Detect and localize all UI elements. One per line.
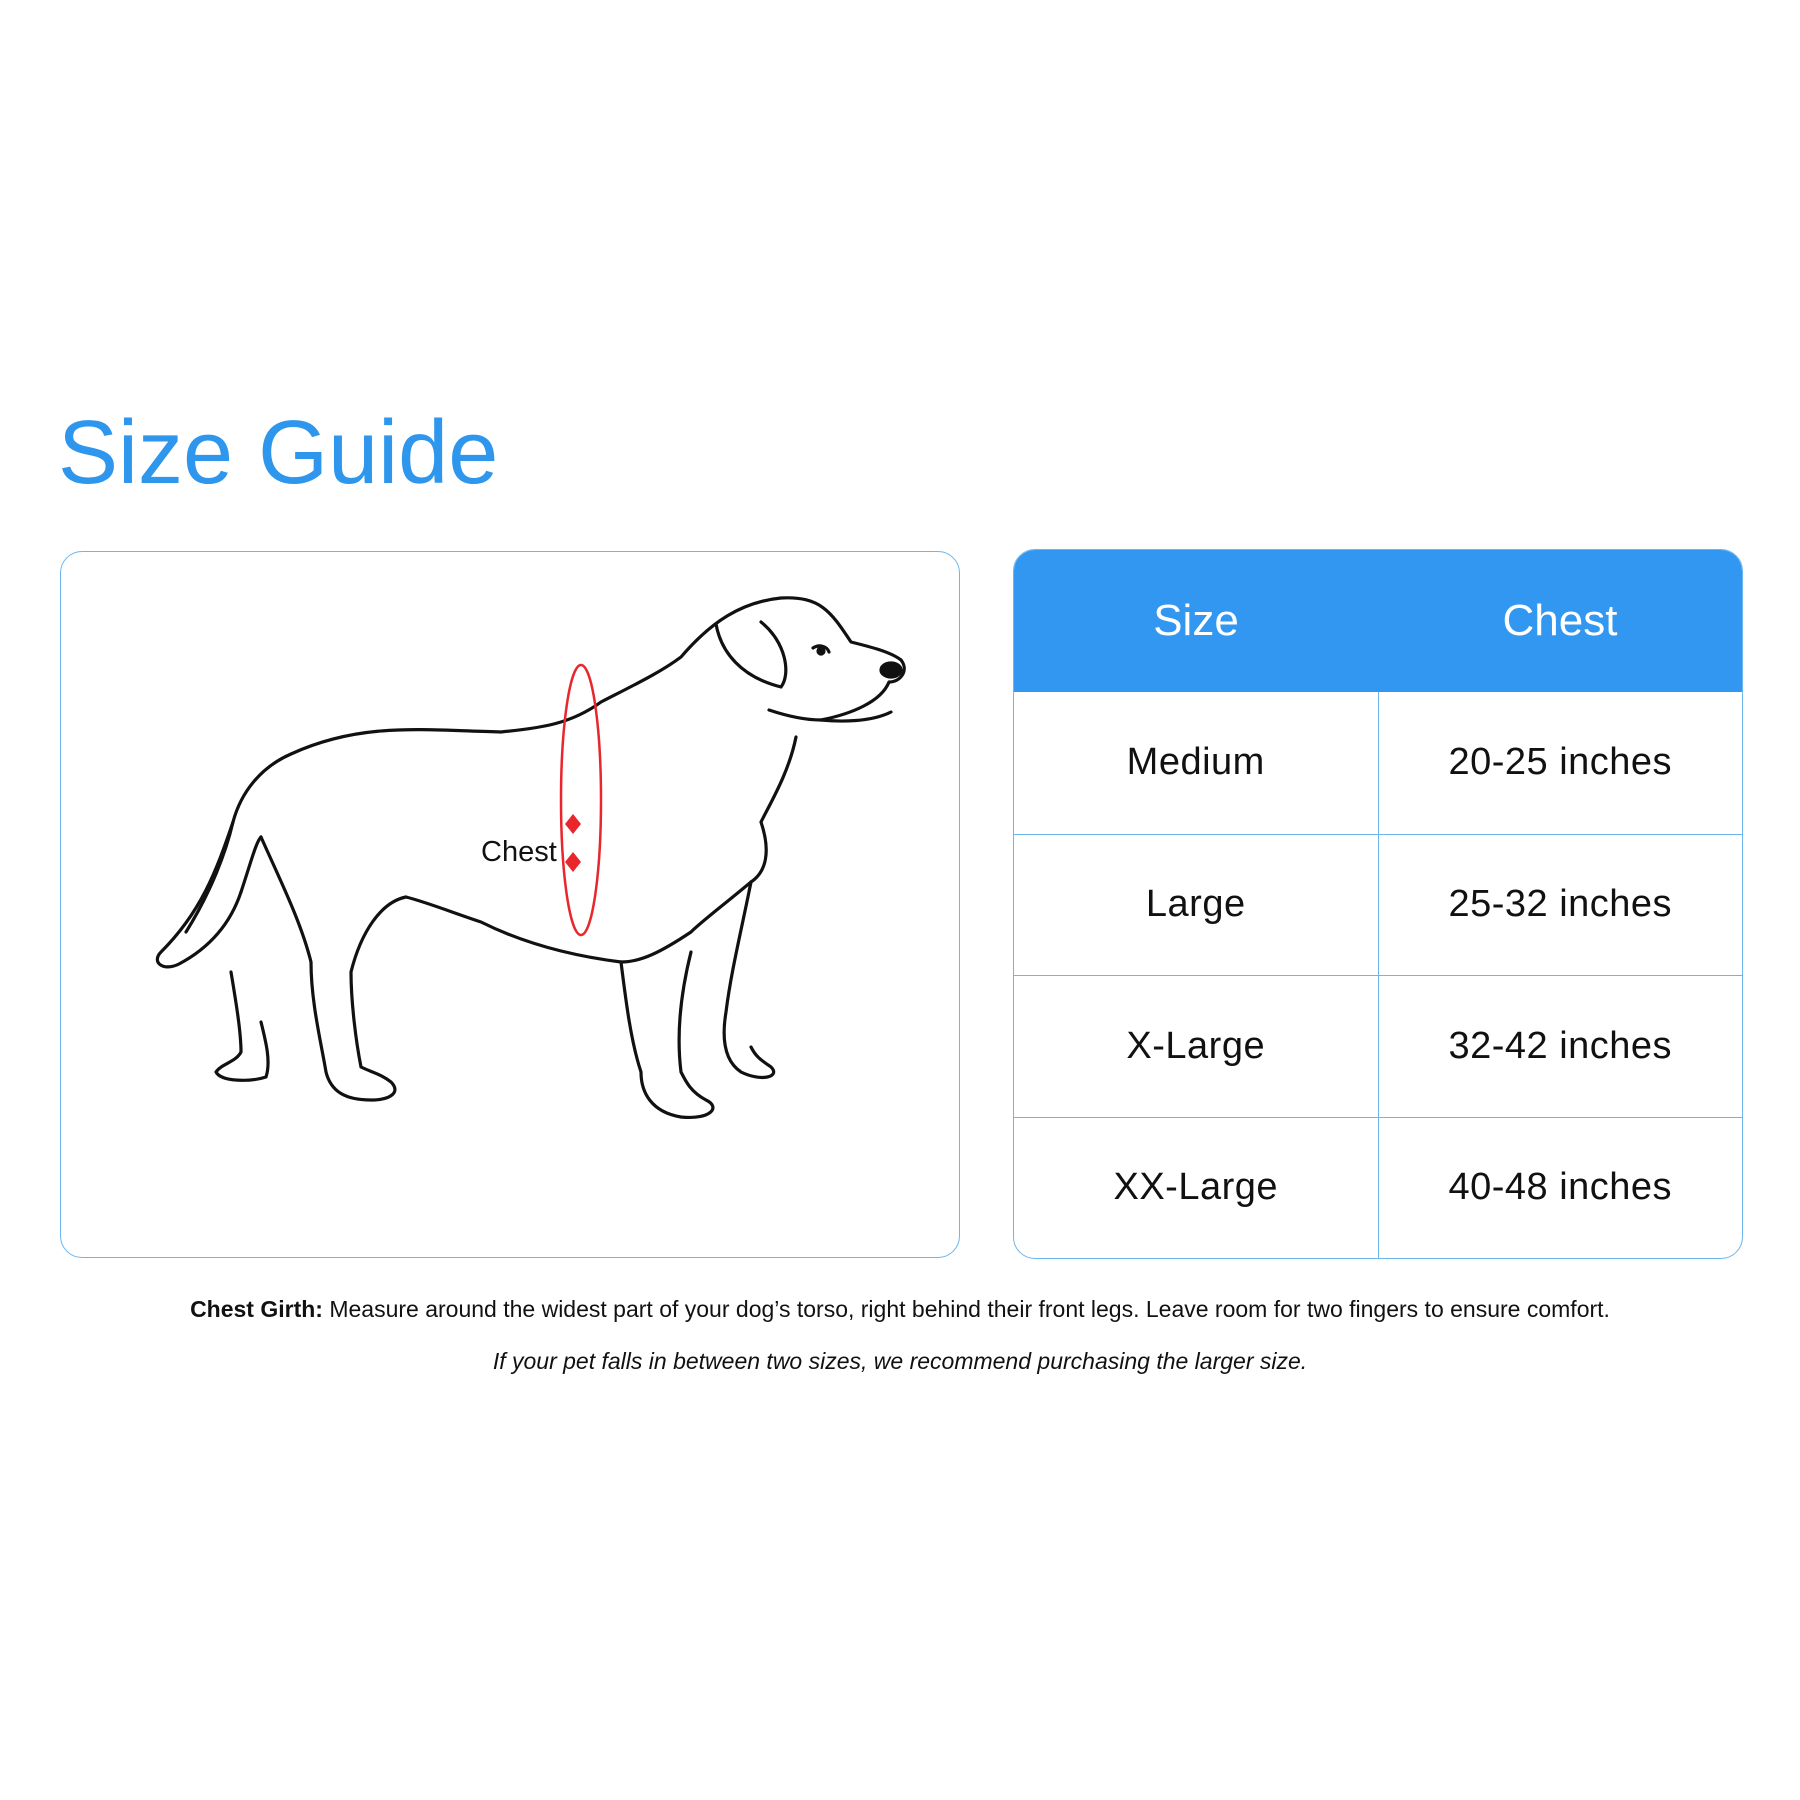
chest-cell: 32-42 inches xyxy=(1378,976,1743,1117)
chest-cell: 25-32 inches xyxy=(1378,835,1743,976)
chest-label: Chest xyxy=(481,836,557,868)
chest-girth-text: Measure around the widest part of your dog’s torso, right behind their front legs. Leave room for two fingers to ensure comfort. xyxy=(322,1296,1610,1322)
header-chest: Chest xyxy=(1502,596,1618,645)
table-row xyxy=(1014,1117,1742,1259)
chest-cell: 40-48 inches xyxy=(1378,1118,1743,1259)
chest-girth-note xyxy=(0,1296,1800,1323)
size-cell: XX-Large xyxy=(1113,1166,1279,1209)
table-body xyxy=(1014,692,1742,1258)
size-cell: Medium xyxy=(1126,741,1265,784)
table-row xyxy=(1014,692,1742,834)
size-tip-note: If your pet falls in between two sizes, we recommend purchasing the larger size. xyxy=(492,1348,1308,1374)
size-cell: Large xyxy=(1145,883,1246,926)
chest-girth-label: Chest Girth: xyxy=(190,1296,323,1322)
table-row xyxy=(1014,975,1742,1117)
dog-illustration xyxy=(61,552,961,1259)
table-header xyxy=(1014,550,1742,692)
size-table xyxy=(1013,549,1743,1259)
header-size: Size xyxy=(1153,596,1239,645)
chest-cell: 20-25 inches xyxy=(1378,692,1743,834)
table-row xyxy=(1014,834,1742,976)
dog-illustration-panel xyxy=(60,551,960,1258)
size-cell: X-Large xyxy=(1126,1024,1266,1067)
page-title: Size Guide xyxy=(58,403,499,503)
